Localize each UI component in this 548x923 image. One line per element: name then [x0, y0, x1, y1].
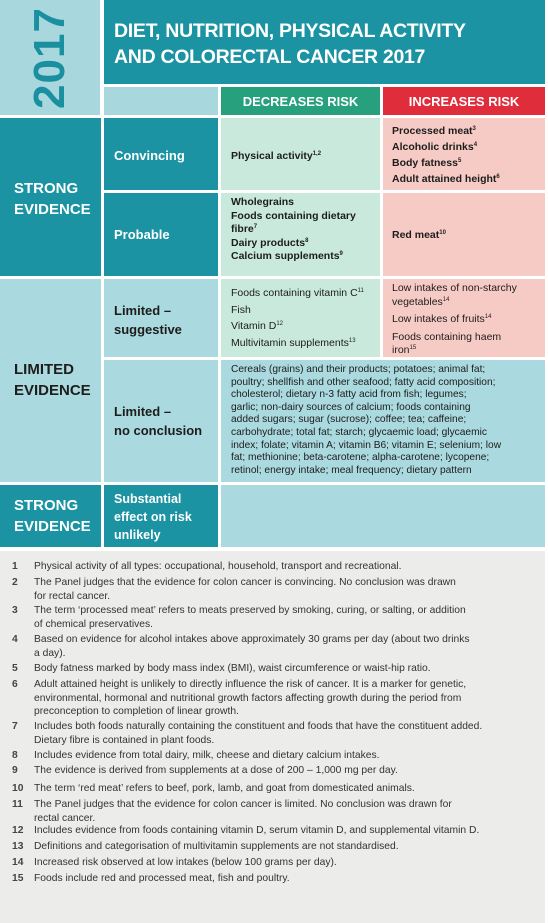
footnote-text	[34, 872, 542, 886]
year-badge	[0, 0, 100, 115]
footnote-line: environmental, hormonal and nutritional growth factors affecting growth during the period from	[34, 692, 462, 704]
limited-no-conclusion-content	[221, 360, 545, 482]
limited-suggestive-label-line-2: suggestive	[114, 322, 182, 337]
footnote-number: 13	[12, 841, 24, 852]
increases-risk-header	[383, 87, 545, 115]
row-limited-suggestive-label	[104, 279, 218, 357]
strong-evidence-word-2: EVIDENCE	[14, 201, 91, 218]
header-blank	[104, 87, 218, 115]
footnote-line: preconception to completion of linear growth.	[34, 706, 239, 717]
probable-decreases-item-2: Foods containing dietary	[231, 209, 356, 222]
convincing-label: Convincing	[114, 148, 185, 163]
substantial-label-line-1: Substantial	[114, 492, 182, 506]
footnote-number: 4	[12, 634, 18, 645]
footnote-line: Dietary fibre is contained in plant foods.	[34, 734, 215, 746]
footnote-number: 5	[12, 663, 18, 674]
limited-evidence-word-1: LIMITED	[14, 361, 74, 378]
no-conclusion-line-7: index; folate; vitamin A; vitamin B6; vitamin E; selenium; low	[231, 439, 502, 451]
no-conclusion-line-3: cholesterol; dietary n-3 fatty acid from fish; legumes;	[231, 389, 467, 401]
footnote-text	[34, 633, 542, 660]
footnote-text	[34, 782, 542, 796]
footnote-text	[34, 824, 542, 838]
footnote-line: Includes both foods naturally containing the constituent and foods that have the constituent added.	[34, 721, 483, 732]
footnote-line: Based on evidence for alcohol intakes above approximately 30 grams per day (about two drinks	[34, 634, 470, 645]
footnote-line: Includes evidence from total dairy, milk, cheese and dietary calcium intakes.	[34, 750, 380, 761]
footnote-line: The term ‘processed meat’ refers to meats preserved by smoking, curing, or salting, or addition	[34, 605, 466, 616]
footnote-line: The Panel judges that the evidence for colon cancer is limited. No conclusion was drawn for	[34, 799, 452, 810]
convincing-increases-item-3: Body fatness$^5$	[392, 157, 462, 169]
limited-suggestive-decreases-item-4: Multivitamin supplements$^{13}$	[231, 336, 356, 349]
limited-suggestive-increases	[383, 279, 545, 357]
probable-decreases-list	[231, 196, 356, 264]
footnote-line: Definitions and categorisation of multivitamin supplements are not standardised.	[34, 841, 399, 852]
no-conclusion-line-1: Cereals (grains) and their products; potatoes; animal fat;	[231, 364, 486, 375]
footnote-number: 2	[12, 577, 18, 588]
limited-suggestive-increases-item-2: vegetables$^{14}$	[392, 295, 450, 308]
limited-evidence-label	[14, 359, 91, 401]
row-limited-no-conclusion-label	[104, 360, 218, 482]
convincing-increases-list	[392, 123, 500, 187]
probable-increases	[383, 193, 545, 276]
no-conclusion-line-2: poultry; shellfish and other seafood; fatty acid composition;	[231, 376, 496, 388]
footnote-text	[34, 764, 542, 778]
footnote-number: 15	[12, 873, 24, 884]
limited-no-conclusion-label-line-1: Limited –	[114, 404, 172, 419]
footnote-line: Adult attained height is unlikely to directly influence the risk of cancer. It is a marker for genetic,	[34, 679, 467, 690]
footnote-number: 3	[12, 605, 18, 616]
increases-risk-label: INCREASES RISK	[408, 94, 520, 109]
title-line-2: AND COLORECTAL CANCER 2017	[114, 46, 426, 68]
year-label: 2017	[25, 6, 74, 109]
title-bar	[104, 0, 545, 84]
probable-decreases-item-3: fibre$^7$	[231, 223, 258, 235]
footnote-number: 10	[12, 783, 24, 794]
footnote-number: 14	[12, 857, 24, 868]
convincing-increases-item-2: Alcoholic drinks$^4$	[392, 141, 478, 153]
limited-suggestive-increases-list	[392, 282, 517, 358]
strong-evidence-2-word-1: STRONG	[14, 497, 79, 514]
limited-no-conclusion-text	[231, 364, 501, 477]
limited-evidence-word-2: EVIDENCE	[14, 382, 91, 399]
footnote-text	[34, 840, 542, 854]
limited-suggestive-decreases	[221, 279, 380, 357]
footnote-line: rectal cancer.	[34, 812, 96, 824]
decreases-risk-label: DECREASES RISK	[242, 94, 359, 109]
limited-suggestive-decreases-item-3: Vitamin $D^{12}$	[231, 320, 284, 332]
limited-evidence-block	[0, 279, 101, 482]
footnote-text	[34, 678, 542, 719]
footnote-text	[34, 798, 542, 825]
footnote-number: 6	[12, 679, 18, 690]
footnote-text	[34, 662, 542, 676]
no-conclusion-line-5: added sugars; sugar (sucrose); coffee; tea; caffeine;	[231, 414, 467, 426]
footnote-line: Includes evidence from foods containing vitamin D, serum vitamin D, and supplemental vitamin D.	[34, 825, 480, 836]
strong-evidence-label-2	[14, 495, 91, 537]
footnote-line: for rectal cancer.	[34, 590, 111, 602]
probable-increases-item-1: Red meat$^{10}$	[392, 229, 446, 241]
probable-decreases-item-4: Dairy products$^8$	[231, 236, 309, 249]
row-probable-label	[104, 193, 218, 276]
footnote-number: 7	[12, 721, 18, 732]
footnote-line: Increased risk observed at low intakes (below 100 grams per day).	[34, 857, 337, 868]
substantial-label-line-2: effect on risk	[114, 510, 192, 524]
footnote-text	[34, 720, 542, 747]
strong-evidence-block	[0, 118, 101, 276]
footnote-number: 11	[12, 799, 23, 810]
convincing-increases-item-4: Adult attained height$^6$	[392, 173, 500, 185]
no-conclusion-line-8: fat; methionine; beta-carotene; alpha-carotene; lycopene;	[231, 452, 490, 464]
convincing-increases-item-1: Processed meat$^3$	[392, 125, 476, 137]
strong-evidence-word-1: STRONG	[14, 180, 79, 197]
title-line-1: DIET, NUTRITION, PHYSICAL ACTIVITY	[114, 20, 466, 42]
footnote-text	[34, 856, 542, 870]
footnote-line: Body fatness marked by body mass index (BMI), waist circumference or waist-hip ratio.	[34, 663, 431, 674]
footnote-number: 12	[12, 825, 24, 836]
probable-label: Probable	[114, 227, 170, 242]
footnote-text	[34, 560, 542, 574]
convincing-decreases	[221, 118, 380, 190]
footnote-text	[34, 576, 542, 603]
footnote-line: Physical activity of all types: occupational, household, transport and recreational.	[34, 561, 402, 572]
convincing-decreases-item-1: Physical activity$^{1,2}$	[231, 150, 322, 162]
footnote-line: Foods include red and processed meat, fish and poultry.	[34, 873, 290, 884]
limited-suggestive-decreases-list	[231, 285, 364, 351]
page-title	[114, 18, 466, 70]
limited-suggestive-increases-item-3: Low intakes of fruits$^{14}$	[392, 313, 492, 325]
footnotes	[0, 551, 545, 923]
limited-no-conclusion-label-line-2: no conclusion	[114, 423, 203, 438]
limited-suggestive-increases-item-5: iron$^{15}$	[392, 344, 417, 356]
strong-evidence-2-word-2: EVIDENCE	[14, 518, 91, 535]
no-conclusion-line-9: retinol; energy intake; meal frequency; dietary pattern	[231, 464, 472, 476]
limited-no-conclusion-label	[114, 402, 202, 440]
substantial-label-line-3: unlikely	[114, 528, 161, 542]
footnote-line: of chemical preservatives.	[34, 618, 154, 630]
footnote-line: a day).	[34, 647, 66, 659]
no-conclusion-line-6: carbohydrate; total fat; starch; glycaemic load; glycaemic	[231, 426, 487, 438]
row-convincing-label	[104, 118, 218, 190]
limited-suggestive-decreases-item-2: Fish	[231, 303, 251, 316]
no-conclusion-line-4: garlic; non-dairy sources of calcium; foods containing	[231, 401, 471, 413]
substantial-label	[114, 490, 192, 544]
footnote-line: The term ‘red meat’ refers to beef, pork, lamb, and goat from domesticated animals.	[34, 783, 415, 794]
substantial-content	[221, 485, 545, 547]
probable-decreases	[221, 193, 380, 276]
limited-suggestive-increases-item-1: Low intakes of non-starchy	[392, 282, 517, 294]
decreases-risk-header	[221, 87, 380, 115]
limited-suggestive-decreases-item-1: Foods containing vitamin $C^{11}$	[231, 287, 364, 299]
footnote-line: The evidence is derived from supplements at a dose of 200 – 1,000 mg per day.	[34, 765, 398, 776]
footnote-text	[34, 749, 542, 763]
probable-decreases-item-1: Wholegrains	[231, 196, 295, 208]
limited-suggestive-label-line-1: Limited –	[114, 303, 172, 318]
limited-suggestive-increases-item-4: Foods containing haem	[392, 330, 502, 343]
footnote-line: The Panel judges that the evidence for colon cancer is convincing. No conclusion was drawn	[34, 577, 456, 588]
row-substantial-label	[104, 485, 218, 547]
limited-suggestive-label	[114, 301, 182, 339]
footnote-number: 9	[12, 765, 18, 776]
convincing-increases	[383, 118, 545, 190]
probable-decreases-item-5: Calcium supplements$^9$	[231, 250, 343, 262]
footnote-number: 8	[12, 750, 18, 761]
strong-evidence-block-2	[0, 485, 101, 547]
footnote-number: 1	[12, 561, 18, 572]
footnote-text	[34, 604, 542, 631]
strong-evidence-label	[14, 178, 91, 220]
